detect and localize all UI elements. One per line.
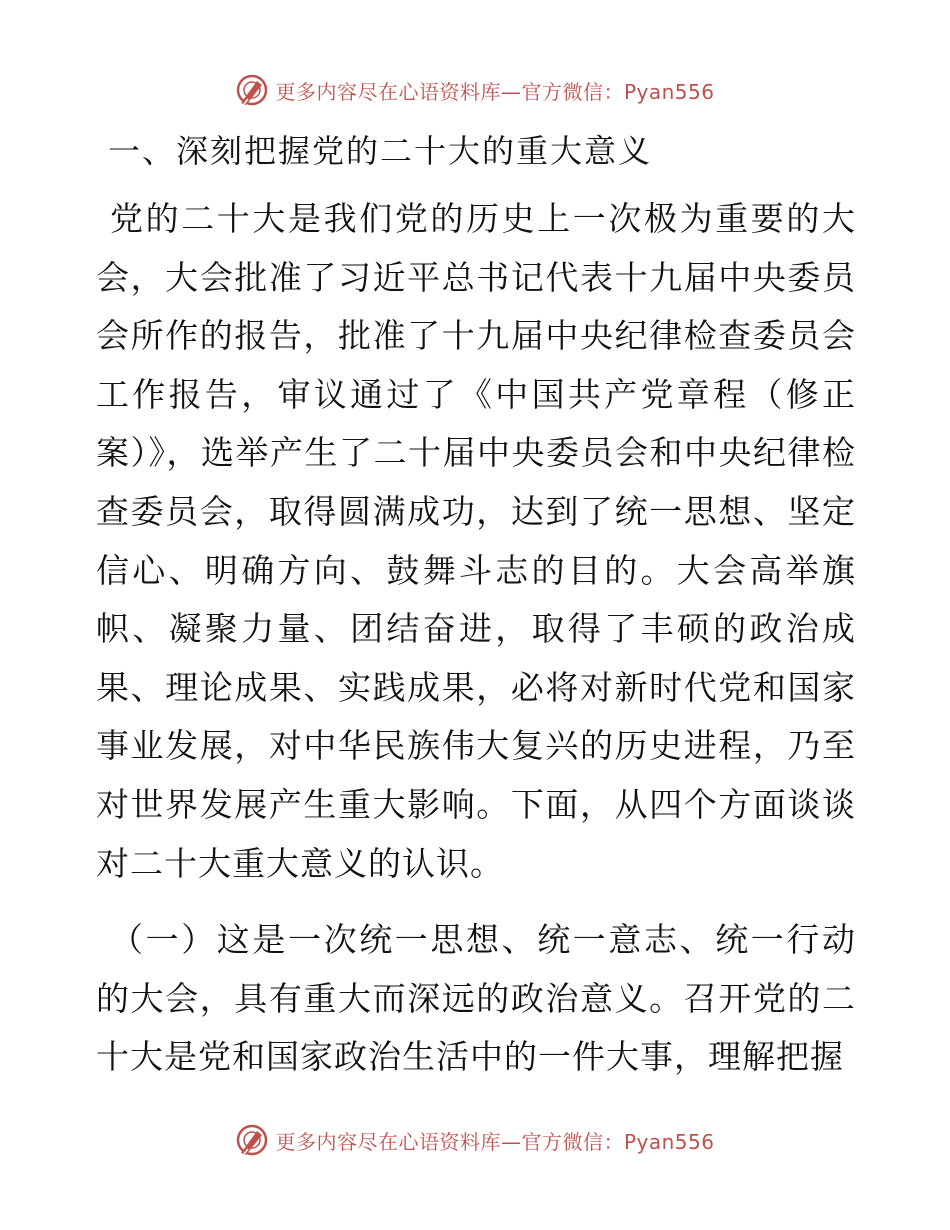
watermark-text: 更多内容尽在心语资料库—官方微信：Pyan556 <box>275 79 715 104</box>
paragraph-intro: 党的二十大是我们党的历史上一次极为重要的大会，大会批准了习近平总书记代表十九届中央委员会所作的报告，批准了十九届中央纪律检查委员会工作报告，审议通过了《中国共产党章程（修正案）》，选举产生了二十届中央委员会和中央纪律检查委员会，取得圆满成功，达到了统一思想、坚定信心、明确方向、鼓舞斗志的目的。大会高举旗帜、凝聚力量、团结奋进，取得了丰硕的政治成果、理论成果、实践成果，必将对新时代党和国家事业发展，对中华民族伟大复兴的历史进程，乃至对世界发展产生重大影响。下面，从四个方面谈谈对二十大重大意义的认识。 <box>96 199 856 883</box>
watermark-text: 更多内容尽在心语资料库—官方微信：Pyan556 <box>275 1129 715 1154</box>
footer-watermark <box>0 1120 950 1160</box>
header-watermark <box>0 70 950 110</box>
section-heading: 一、深刻把握党的二十大的重大意义 <box>108 132 653 170</box>
paragraph-point-one: （一）这是一次统一思想、统一意志、统一行动的大会，具有重大而深远的政治意义。召开党的二十大是党和国家政治生活中的一件大事，理解把握 <box>96 920 856 1077</box>
document-body <box>96 122 856 1087</box>
pen-circle-logo-icon <box>235 73 269 107</box>
pen-circle-logo-icon <box>235 1123 269 1157</box>
